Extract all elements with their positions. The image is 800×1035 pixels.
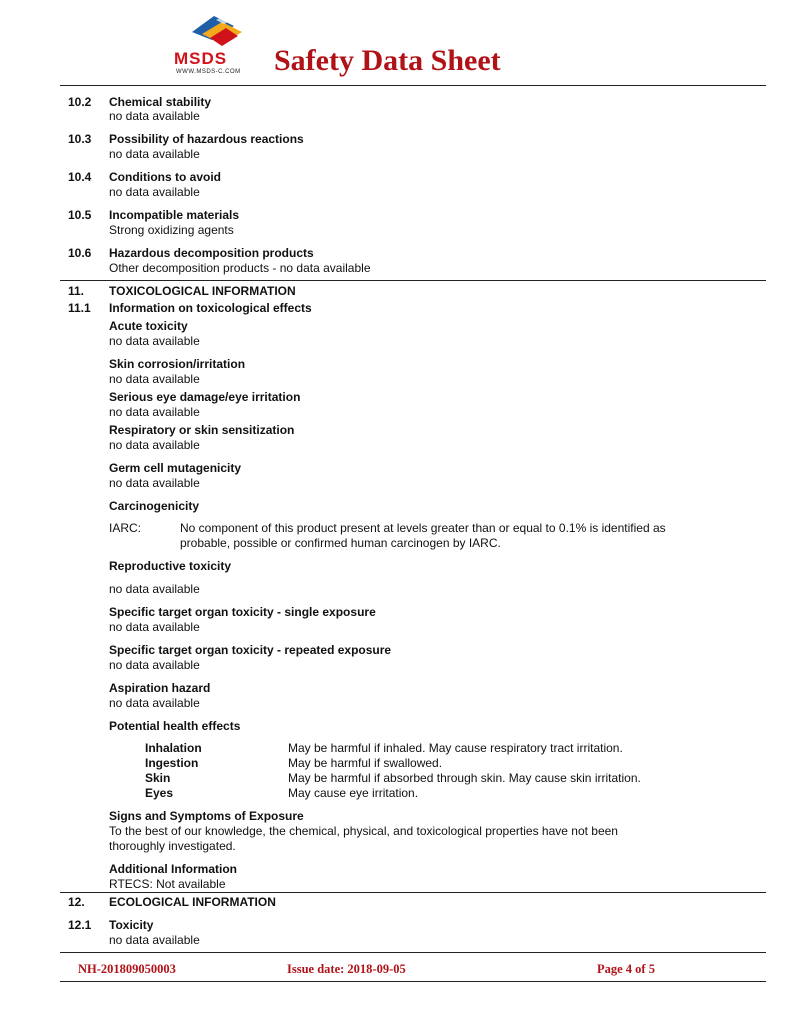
reproductive-heading: Reproductive toxicity: [109, 559, 232, 573]
section-divider: [60, 892, 766, 893]
section-number: 10.5: [68, 208, 92, 222]
eye-damage-heading: Serious eye damage/eye irritation: [109, 390, 301, 404]
route-label: Eyes: [145, 786, 174, 800]
route-effect: May cause eye irritation.: [288, 786, 419, 800]
section-heading: Chemical stability: [109, 95, 212, 109]
route-effect: May be harmful if swallowed.: [288, 756, 443, 770]
mutagenicity-heading: Germ cell mutagenicity: [109, 461, 242, 475]
additional-info-text: RTECS: Not available: [109, 877, 226, 891]
subsection-title: Toxicity: [109, 918, 154, 932]
additional-info-heading: Additional Information: [109, 862, 237, 876]
sensitization-heading: Respiratory or skin sensitization: [109, 423, 295, 437]
stot-repeated-text: no data available: [109, 658, 200, 672]
skin-corrosion-heading: Skin corrosion/irritation: [109, 357, 246, 371]
signs-symptoms-line2: thoroughly investigated.: [109, 839, 236, 853]
subsection-title: Information on toxicological effects: [109, 301, 312, 315]
stot-single-heading: Specific target organ toxicity - single exposure: [109, 605, 376, 619]
section-number: 10.3: [68, 132, 92, 146]
page-number: Page 4 of 5: [597, 962, 655, 976]
logo-wordmark: MSDS: [174, 49, 228, 68]
section-heading: Possibility of hazardous reactions: [109, 132, 304, 146]
signs-symptoms-heading: Signs and Symptoms of Exposure: [109, 809, 304, 823]
subsection-number: 12.1: [68, 918, 92, 932]
mutagenicity-text: no data available: [109, 476, 200, 490]
route-label: Skin: [145, 771, 171, 785]
section-heading: Incompatible materials: [109, 208, 240, 222]
section-heading: Conditions to avoid: [109, 170, 221, 184]
health-effects-heading: Potential health effects: [109, 719, 241, 733]
eye-damage-text: no data available: [109, 405, 200, 419]
acute-toxicity-text: no data available: [109, 334, 200, 348]
footer-divider-top: [60, 952, 766, 953]
section-divider: [60, 280, 766, 281]
route-label: Ingestion: [145, 756, 199, 770]
section-number: 10.4: [68, 170, 92, 184]
stot-repeated-heading: Specific target organ toxicity - repeated exposure: [109, 643, 392, 657]
section-title: TOXICOLOGICAL INFORMATION: [109, 284, 296, 298]
subsection-number: 11.1: [68, 301, 91, 315]
footer-divider-bottom: [60, 981, 766, 982]
iarc-text-line1: No component of this product present at levels greater than or equal to 0.1% is identified as: [180, 521, 666, 535]
section-title: ECOLOGICAL INFORMATION: [109, 895, 276, 909]
carcinogenicity-heading: Carcinogenicity: [109, 499, 200, 513]
section-number: 10.6: [68, 246, 92, 260]
section-text: no data available: [109, 109, 200, 123]
section-text: Strong oxidizing agents: [109, 223, 234, 237]
signs-symptoms-line1: To the best of our knowledge, the chemical, physical, and toxicological properties have not been: [109, 824, 618, 838]
section-number: 11.: [68, 284, 85, 298]
section-number: 12.: [68, 895, 85, 909]
iarc-text-line2: probable, possible or confirmed human carcinogen by IARC.: [180, 536, 501, 550]
stot-single-text: no data available: [109, 620, 200, 634]
document-id: NH-201809050003: [78, 962, 176, 976]
acute-toxicity-heading: Acute toxicity: [109, 319, 188, 333]
msds-logo-icon: [172, 10, 256, 50]
route-effect: May be harmful if inhaled. May cause respiratory tract irritation.: [288, 741, 623, 755]
route-label: Inhalation: [145, 741, 202, 755]
iarc-label: IARC:: [109, 521, 142, 535]
section-text: no data available: [109, 147, 200, 161]
section-heading: Hazardous decomposition products: [109, 246, 314, 260]
header-divider: [60, 85, 766, 86]
section-text: Other decomposition products - no data available: [109, 261, 371, 275]
toxicity-text: no data available: [109, 933, 200, 947]
section-number: 10.2: [68, 95, 92, 109]
sensitization-text: no data available: [109, 438, 200, 452]
section-text: no data available: [109, 185, 200, 199]
route-effect: May be harmful if absorbed through skin. May cause skin irritation.: [288, 771, 641, 785]
skin-corrosion-text: no data available: [109, 372, 200, 386]
aspiration-heading: Aspiration hazard: [109, 681, 211, 695]
aspiration-text: no data available: [109, 696, 200, 710]
reproductive-text: no data available: [109, 582, 200, 596]
page-title: Safety Data Sheet: [274, 44, 501, 77]
issue-date: Issue date: 2018-09-05: [287, 962, 406, 976]
logo-url: WWW.MSDS-C.COM: [176, 69, 241, 75]
